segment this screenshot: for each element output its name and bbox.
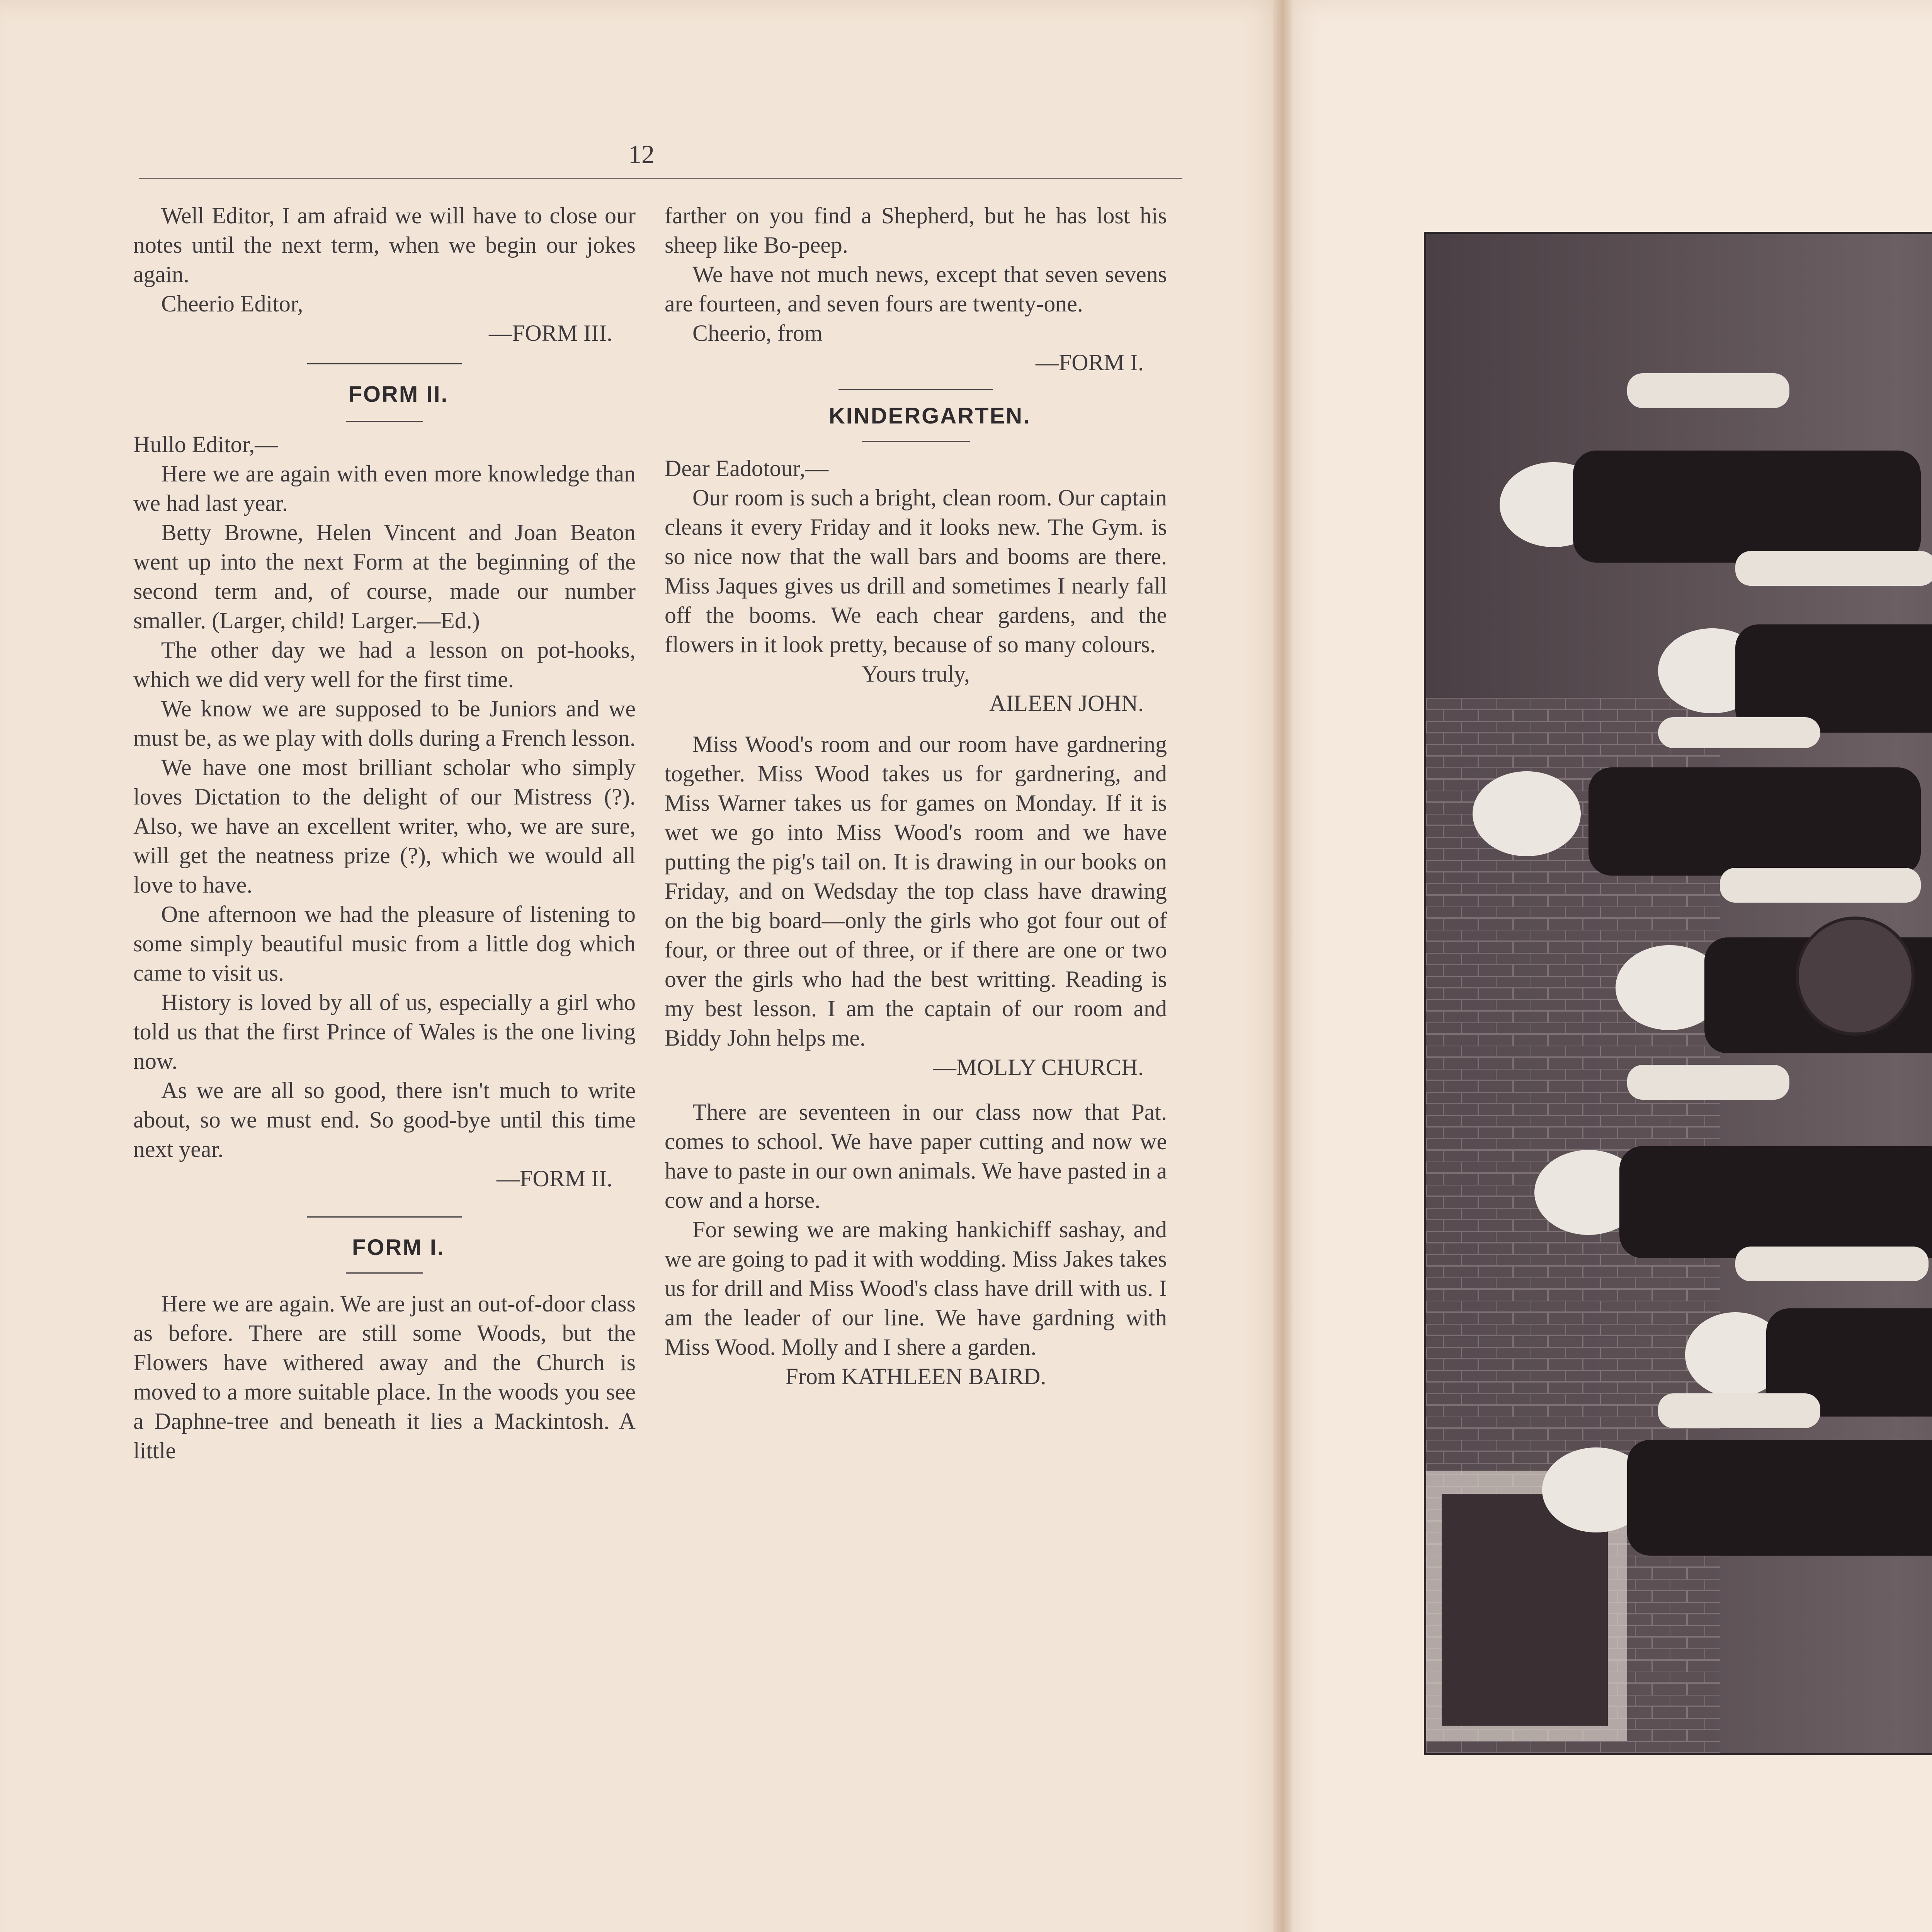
form1-paragraph-2: We have not much news, except that seven sevens are fourteen, and seven fours are twenty-one. [665, 262, 1167, 316]
form2-paragraph-5: We have one most brilliant scholar who simply loves Dictation to the delight of our Mistress (?). Also, we have an excellent writer, who, we are sure, will get the neatness prize (?), which we would all love to have. [133, 755, 636, 898]
form2-paragraph-2: Betty Browne, Helen Vincent and Joan Beaton went up into the next Form at the beginning of the second term and, of course, made our number smaller. (Larger, child! Larger.—Ed.) [133, 520, 636, 633]
form3-signature: —FORM III. [488, 320, 612, 346]
page-number: 12 [628, 139, 655, 169]
form2-paragraph-7: History is loved by all of us, especially a girl who told us that the first Prince of Wales is the one living now. [133, 990, 636, 1074]
kindergarten-heading: KINDERGARTEN. [828, 403, 1031, 429]
form2-paragraph-6: One afternoon we had the pleasure of listening to some simply beautiful music from a little dog which came to visit us. [133, 901, 636, 986]
header-rule [139, 178, 1182, 179]
form3-cheerio: Cheerio Editor, [161, 291, 303, 316]
kindergarten-paragraph-4: For sewing we are making hankichiff sashay, and we are going to pad it with wodding. Miss Jakes takes us for drill and Miss Wood's class have drill with us. I am the leader of our line. We have gardning with Miss Wood. Molly and I shere a garden. [665, 1217, 1167, 1360]
kindergarten-paragraph-2: Miss Wood's room and our room have gardnering together. Miss Wood takes us for gardnering, and Miss Warner takes us for games on Monday. If it is wet we go into Miss Wood's room and we have putting the pig's tail on. It is drawing in our books on Friday, and on Wedsday the top class have drawing on the big board—only the girls who got four out of four, or three out of three, or if there are one or two over the girls who had the best writting. Reading is my best lesson. I am the captain of our room and Biddy John helps me. [665, 731, 1167, 1051]
form1-paragraph-1: Here we are again. We are just an out-of-door class as before. There are still some Woods, but the Flowers have withered away and the Church is moved to a more suitable place. In the woods you see a Daphne-tree and beneath it lies a Mackintosh. A little [133, 1291, 636, 1463]
kindergarten-yours-truly: Yours truly, [861, 661, 970, 687]
form1-heading: FORM I. [352, 1235, 445, 1260]
photo-illustration [1426, 234, 1932, 1753]
kindergarten-signature-aileen: AILEEN JOHN. [989, 690, 1144, 716]
form2-paragraph-3: The other day we had a lesson on pot-hooks, which we did very well for the first time. [133, 637, 636, 692]
kindergarten-signature-molly: —MOLLY CHURCH. [933, 1054, 1144, 1080]
form3-paragraph: Well Editor, I am afraid we will have to close our notes until the next term, when we begin our jokes again. [133, 203, 636, 287]
kindergarten-paragraph-3: There are seventeen in our class now that Pat. comes to school. We have paper cutting and now we have to paste in our own animals. We have pasted in a cow and a horse. [665, 1099, 1167, 1213]
kindergarten-signature-kathleen: From KATHLEEN BAIRD. [785, 1364, 1046, 1389]
form2-paragraph-4: We know we are supposed to be Juniors and we must be, as we play with dolls during a French lesson. [133, 696, 636, 751]
kindergarten-paragraph-1: Our room is such a bright, clean room. Our captain cleans it every Friday and it looks new. The Gym. is so nice now that the wall bars and booms are there. Miss Jaques gives us drill and sometimes I nearly fall off the booms. We each chear gardens, and the flowers in it look pretty, because of so many colours. [665, 485, 1167, 657]
form2-signature: —FORM II. [496, 1166, 612, 1191]
form1-paragraph-1-continued: farther on you find a Shepherd, but he has lost his sheep like Bo-peep. [665, 203, 1167, 258]
form2-heading: FORM II. [348, 382, 449, 407]
kindergarten-greeting: Dear Eadotour,— [665, 456, 829, 481]
page-gutter [1273, 0, 1293, 1932]
form2-greeting: Hullo Editor,— [133, 432, 278, 457]
left-text-column [133, 201, 636, 1465]
team-photograph [1424, 232, 1932, 1755]
form2-paragraph-1: Here we are again with even more knowledge than we had last year. [133, 461, 636, 516]
form1-cheerio: Cheerio, from [692, 320, 823, 346]
right-text-column [665, 201, 1167, 1391]
form2-paragraph-8: As we are all so good, there isn't much to write about, so we must end. So good-bye until this time next year. [133, 1078, 636, 1162]
form1-signature: —FORM I. [1035, 350, 1144, 375]
